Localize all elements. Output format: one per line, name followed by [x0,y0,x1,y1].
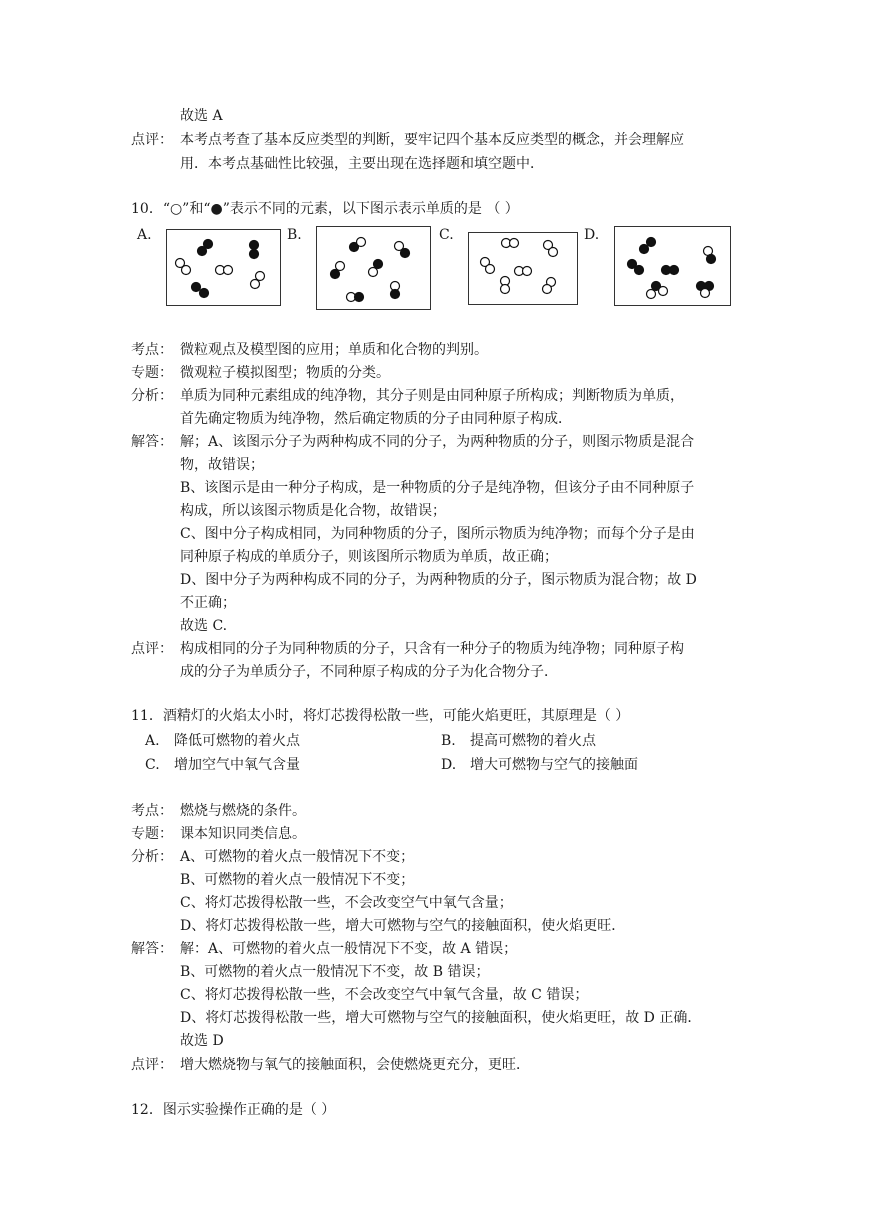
q9-review-line-1: 本考点考查了基本反应类型的判断，要牢记四个基本反应类型的概念，并会理解应 [180,132,684,148]
q11-stem: 11．酒精灯的火焰太小时，将灯芯拨得松散一些，可能火焰更旺，其原理是（ ） [131,708,630,724]
q10-jieda-line-8: 不正确； [180,595,236,611]
q10-jieda-line-7: D、图中分子为两种构成不同的分子，为两种物质的分子，图示物质为混合物；故 D [180,572,697,588]
q10-jieda-line-2: 物，故错误； [180,457,264,473]
q10-option-d-diagram [614,226,731,306]
q10-option-b-diagram [316,226,431,310]
q11-option-a-text: 降低可燃物的着火点 [174,733,300,749]
q10-option-b-molecules [317,227,432,311]
q10-option-b-label: B. [287,227,302,243]
q10-stem: 10．“○”和“●”表示不同的元素，以下图示表示单质的是 （ ） [131,201,519,217]
q10-fenxi-label: 分析： [131,388,173,404]
q11-jieda-line-2: B、可燃物的着火点一般情况下不变，故 B 错误； [180,964,490,980]
q11-fenxi-line-4: D、将灯芯拨得松散一些，增大可燃物与空气的接触面积，使火焰更旺． [180,918,626,934]
q10-option-c-label: C. [439,227,454,243]
q11-option-c-text: 增加空气中氧气含量 [174,757,300,773]
q11-kaodian: 燃烧与燃烧的条件。 [180,803,306,819]
q9-conclusion: 故选 A [180,108,223,124]
q11-option-b-key: B. [441,733,456,749]
q10-dianping-line-2: 成的分子为单质分子，不同种原子构成的分子为化合物分子． [180,664,558,680]
q9-review-label: 点评： [131,132,173,148]
q11-option-d-text: 增大可燃物与空气的接触面 [470,757,638,773]
q11-fenxi-line-3: C、将灯芯拨得松散一些，不会改变空气中氧气含量； [180,895,513,911]
q11-option-c-key: C. [145,757,160,773]
q10-fenxi-line-1: 单质为同种元素组成的纯净物，其分子则是由同种原子所构成；判断物质为单质， [180,388,684,404]
q10-zhuanti: 微观粒子模拟图型；物质的分类。 [180,365,390,381]
q10-option-d-molecules [615,227,732,307]
q10-kaodian-label: 考点： [131,342,173,358]
q9-review-line-2: 用．本考点基础性比较强，主要出现在选择题和填空题中． [180,156,544,172]
q10-option-a-diagram [166,229,281,306]
q11-jieda-line-1: 解：A、可燃物的着火点一般情况下不变，故 A 错误； [180,941,518,957]
q11-option-b-text: 提高可燃物的着火点 [470,733,596,749]
q11-jieda-line-3: C、将灯芯拨得松散一些，不会改变空气中氧气含量，故 C 错误； [180,987,589,1003]
q10-jieda-line-3: B、该图示是由一种分子构成，是一种物质的分子是纯净物，但该分子由不同种原子 [180,480,695,496]
q10-fenxi-line-2: 首先确定物质为纯净物，然后确定物质的分子由同种原子构成． [180,411,572,427]
q10-option-a-molecules [167,230,282,307]
q11-dianping-label: 点评： [131,1057,173,1073]
q11-jieda-label: 解答： [131,941,173,957]
q11-jieda-line-5: 故选 D [180,1033,224,1049]
q10-zhuanti-label: 专题： [131,365,173,381]
q10-option-d-label: D. [584,227,600,243]
q10-option-c-diagram [468,232,578,305]
q10-jieda-line-4: 构成，所以该图示物质是化合物，故错误； [180,503,446,519]
q10-dianping-line-1: 构成相同的分子为同种物质的分子，只含有一种分子的物质为纯净物；同种原子构 [180,641,684,657]
q10-jieda-line-9: 故选 C. [180,618,228,634]
q11-zhuanti: 课本知识同类信息。 [180,826,306,842]
q11-option-d-key: D. [441,757,457,773]
q11-kaodian-label: 考点： [131,803,173,819]
q11-fenxi-line-2: B、可燃物的着火点一般情况下不变； [180,872,415,888]
q11-zhuanti-label: 专题： [131,826,173,842]
q11-dianping: 增大燃烧物与氧气的接触面积，会使燃烧更充分，更旺． [180,1057,530,1073]
q10-option-a-label: A. [137,227,152,243]
q11-fenxi-label: 分析： [131,849,173,865]
q10-jieda-line-1: 解；A、该图示分子为两种构成不同的分子，为两种物质的分子，则图示物质是混合 [180,434,695,450]
q10-dianping-label: 点评： [131,641,173,657]
q10-jieda-label: 解答： [131,434,173,450]
q10-option-c-molecules [469,233,579,306]
q11-jieda-line-4: D、将灯芯拨得松散一些，增大可燃物与空气的接触面积，使火焰更旺，故 D 正确． [180,1010,702,1026]
q10-jieda-line-5: C、图中分子构成相同，为同种物质的分子，图所示物质为纯净物；而每个分子是由 [180,526,695,542]
q10-kaodian: 微粒观点及模型图的应用；单质和化合物的判别。 [180,342,488,358]
q11-fenxi-line-1: A、可燃物的着火点一般情况下不变； [180,849,415,865]
q11-option-a-key: A. [145,733,160,749]
q12-stem: 12．图示实验操作正确的是（ ） [131,1102,336,1118]
q10-jieda-line-6: 同种原子构成的单质分子，则该图所示物质为单质，故正确； [180,549,558,565]
